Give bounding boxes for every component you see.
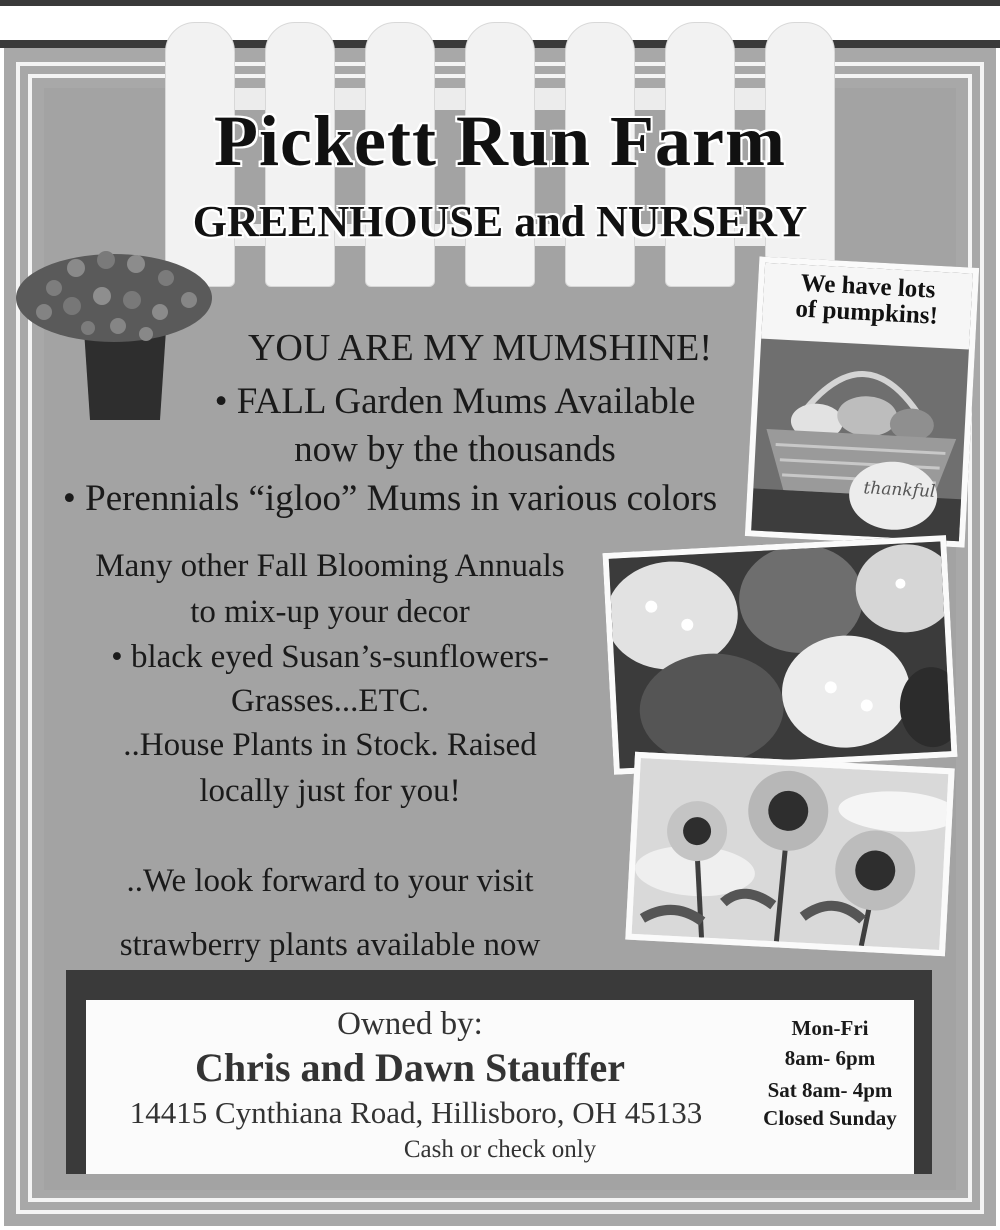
- annuals-line-5: ..House Plants in Stock. Raised: [123, 727, 537, 763]
- hours-line-1: Mon-Fri: [791, 1016, 869, 1040]
- hours-line-2: 8am- 6pm: [784, 1046, 876, 1070]
- hours-line-3: Sat 8am- 4pm: [767, 1078, 893, 1102]
- bullet-perennials: • Perennials “igloo” Mums in various colors: [62, 478, 718, 519]
- farm-subtitle: GREENHOUSE and NURSERY: [192, 197, 808, 246]
- bullet-mums-cont: now by the thousands: [294, 429, 616, 470]
- pumpkin-caption-2: of pumpkins!: [794, 295, 939, 330]
- annuals-line-6: locally just for you!: [199, 773, 461, 809]
- thankful-sign: thankful: [863, 478, 936, 502]
- sunflower-photo-image: [632, 758, 949, 950]
- pumpkin-photo: [745, 256, 979, 547]
- visit-text: ..We look forward to your visit: [126, 863, 534, 899]
- headline: YOU ARE MY MUMSHINE!: [247, 327, 713, 369]
- farm-title: Pickett Run Farm: [214, 101, 786, 181]
- hours-line-4: Closed Sunday: [763, 1106, 897, 1130]
- mums-photo-image: [609, 541, 952, 768]
- owners-name: Chris and Dawn Stauffer: [194, 1045, 626, 1090]
- owned-by-label: Owned by:: [337, 1006, 483, 1042]
- annuals-line-2: to mix-up your decor: [190, 594, 470, 630]
- payment-note: Cash or check only: [403, 1136, 597, 1163]
- strawberry-text: strawberry plants available now: [119, 927, 541, 963]
- bullet-mums: • FALL Garden Mums Available: [214, 381, 696, 422]
- annuals-line-3: • black eyed Susan’s-sunflowers-: [111, 639, 549, 675]
- sunflower-photo: [625, 752, 954, 956]
- farm-address: 14415 Cynthiana Road, Hillisboro, OH 45133: [129, 1095, 703, 1130]
- pumpkin-basket-image: [751, 339, 971, 548]
- mums-photo: [602, 535, 957, 775]
- pumpkin-caption-1: We have lots: [800, 269, 937, 304]
- annuals-line-4: Grasses...ETC.: [231, 683, 429, 719]
- annuals-line-1: Many other Fall Blooming Annuals: [95, 548, 565, 584]
- top-rule: [0, 0, 1000, 6]
